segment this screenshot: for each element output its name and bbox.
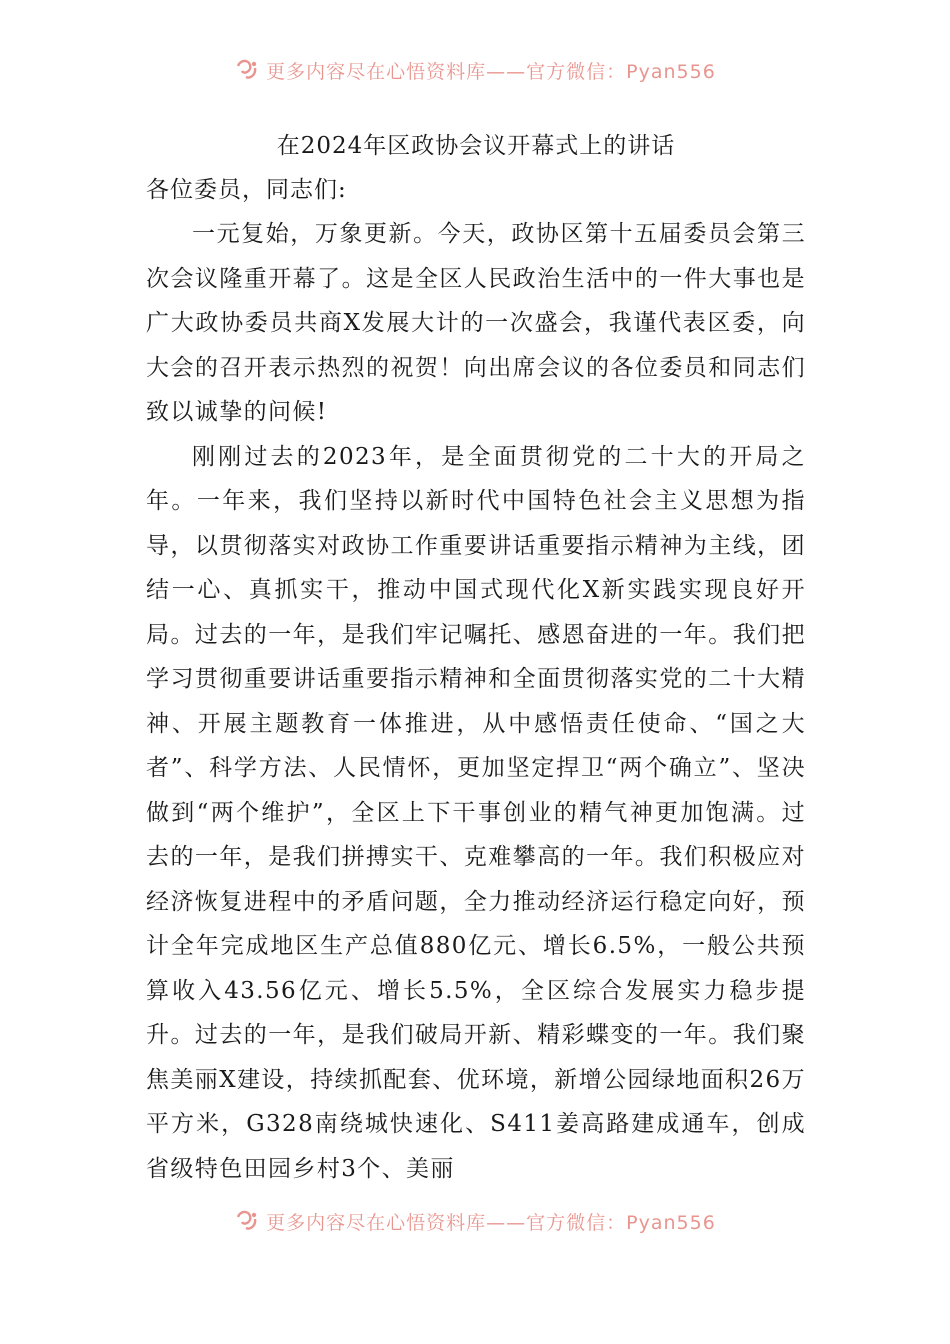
document-body [146, 124, 806, 1191]
salutation: 各位委员，同志们: [146, 177, 347, 203]
brand-logo-icon [234, 1208, 260, 1234]
paragraph-1: 一元复始，万象更新。今天，政协区第十五届委员会第三次会议隆重开幕了。这是全区人民政治生活中的一件大事也是广大政协委员共商X发展大计的一次盛会，我谨代表区委，向大会的召开表示热烈的祝贺！向出席会议的各位委员和同志们致以诚挚的问候! [146, 221, 806, 425]
header-watermark [0, 52, 950, 88]
watermark-text: 更多内容尽在心悟资料库——官方微信：Pyan556 [266, 60, 716, 83]
brand-logo-icon [234, 57, 260, 83]
paragraph-2: 刚刚过去的2023年，是全面贯彻党的二十大的开局之年。一年来，我们坚持以新时代中国特色社会主义思想为指导，以贯彻落实对政协工作重要讲话重要指示精神为主线，团结一心、真抓实干，推动中国式现代化X新实践实现良好开局。过去的一年，是我们牢记嘱托、感恩奋进的一年。我们把学习贯彻重要讲话重要指示精神和全面贯彻落实党的二十大精神、开展主题教育一体推进，从中感悟责任使命、“国之大者”、科学方法、人民情怀，更加坚定捍卫“两个确立”、坚决做到“两个维护”，全区上下干事创业的精气神更加饱满。过去的一年，是我们拼搏实干、克难攀高的一年。我们积极应对经济恢复进程中的矛盾问题，全力推动经济运行稳定向好，预计全年完成地区生产总值880亿元、增长6.5%，一般公共预算收入43.56亿元、增长5.5%，全区综合发展实力稳步提升。过去的一年，是我们破局开新、精彩蝶变的一年。我们聚焦美丽X建设，持续抓配套、优环境，新增公园绿地面积26万平方米，G328南绕城快速化、S411姜高路建成通车，创成省级特色田园乡村3个、美丽 [146, 443, 806, 1182]
footer-watermark [0, 1203, 950, 1239]
watermark-text: 更多内容尽在心悟资料库——官方微信：Pyan556 [266, 1211, 716, 1234]
document-title: 在2024年区政协会议开幕式上的讲话 [276, 133, 676, 159]
